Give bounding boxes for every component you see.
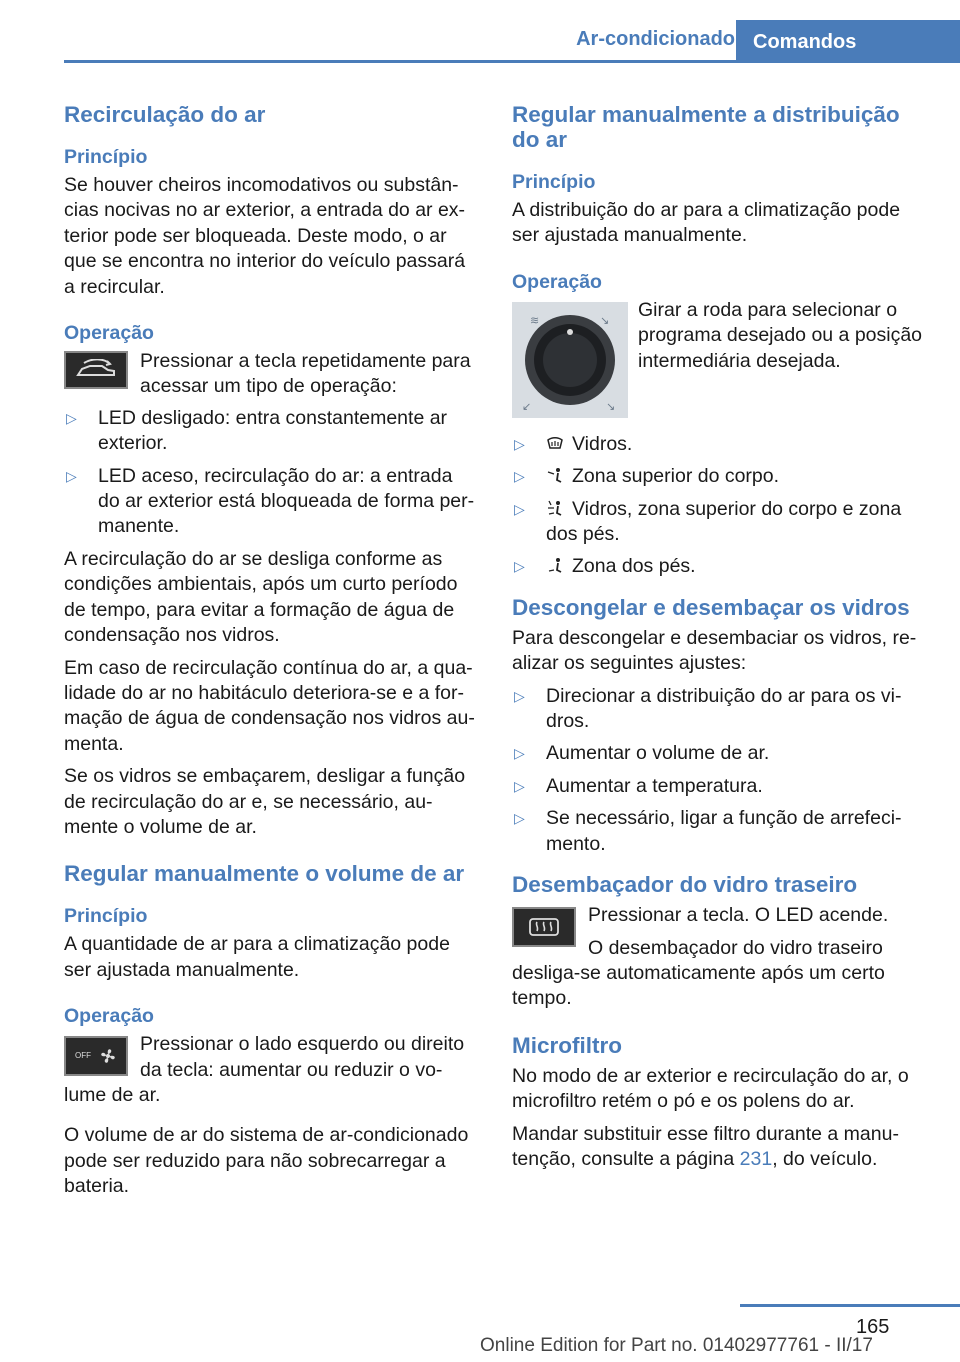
rear-defroster-title: Desembaçador do vidro traseiro xyxy=(512,872,858,898)
recirc-principle-heading: Princípio xyxy=(64,146,148,168)
air-distribution-knob-image xyxy=(512,302,628,418)
volume-operation-heading: Operação xyxy=(64,1005,154,1028)
volume-title: Regular manualmente o volume de ar xyxy=(64,861,465,887)
list-item: ▷ LED desligado: entra constantemente ar exterior. xyxy=(64,406,478,457)
distribution-mode-list xyxy=(512,432,926,580)
fan-button-image xyxy=(64,1036,128,1076)
page-reference-link[interactable]: 231 xyxy=(739,1147,773,1170)
rotary-knob-icon xyxy=(512,302,628,418)
list-item: ▷ LED aceso, recirculação do ar: a entrada do ar exterior está bloqueada de forma per-manente. xyxy=(64,464,478,540)
car-recirculation-icon xyxy=(74,359,118,381)
volume-principle-heading: Princípio xyxy=(64,905,148,928)
feet-icon xyxy=(546,556,564,574)
distribution-operation-heading: Operação xyxy=(512,270,602,293)
recirc-paragraph-1: A recirculação do ar se desliga conforme as condições ambientais, após um curto período de tempo, para evitar a formação de água de condensação nos vidros. xyxy=(64,547,458,647)
svg-text:↘: ↘ xyxy=(600,313,610,327)
microfilter-paragraph-2: Mandar substituir esse filtro durante a manu-tenção, consulte a página 231, do veículo. xyxy=(512,1122,899,1170)
left-column xyxy=(64,102,478,1207)
recirc-principle-text: Se houver cheiros incomodativos ou substân-cias nocivas no ar exterior, a entrada do ar ex-terior pode ser bloqueada. Deste modo, o ar que se encontra no interior do veículo passará a recircular. xyxy=(64,174,466,298)
recirc-mode-list xyxy=(64,406,478,540)
defrost-title: Descongelar e desembaçar os vidros xyxy=(512,594,910,620)
list-item: ▷ Zona dos pés. xyxy=(512,554,926,579)
footer-rule xyxy=(740,1304,960,1307)
distribution-operation-text: Girar a roda para selecionar o programa desejado ou a posição intermediária desejada. xyxy=(638,298,923,372)
windshield-body-feet-icon xyxy=(546,499,564,517)
distribution-title: Regular manualmente a distribuição do ar xyxy=(512,102,900,152)
distribution-operation-row xyxy=(512,298,926,418)
volume-operation-text: Pressionar o lado esquerdo ou direito da tecla: aumentar ou reduzir o vo-lume de ar. xyxy=(64,1033,465,1106)
recirc-operation-row xyxy=(64,349,478,400)
list-item: ▷ Aumentar o volume de ar. xyxy=(512,741,926,766)
list-item: ▷ Se necessário, ligar a função de arrefeci-mento. xyxy=(512,806,926,857)
recirculation-button-image xyxy=(64,351,128,389)
list-item: ▷ Aumentar a temperatura. xyxy=(512,774,926,799)
recirc-paragraph-3: Se os vidros se embaçarem, desligar a função de recirculação do ar e, se necessário, au-mente o volume de ar. xyxy=(64,765,466,838)
header-tab-comandos: Comandos xyxy=(736,20,960,63)
svg-text:≋: ≋ xyxy=(530,313,540,327)
list-item: ▷ Direcionar a distribuição do ar para os vi-dros. xyxy=(512,684,926,735)
list-item: ▷ Vidros. xyxy=(512,432,926,457)
microfilter-title: Microfiltro xyxy=(512,1032,622,1058)
page-number: 165 xyxy=(856,1316,890,1338)
svg-text:↘: ↘ xyxy=(606,399,616,413)
svg-text:↙: ↙ xyxy=(522,399,532,413)
header-section-title: Ar-condicionado xyxy=(576,28,735,50)
right-column xyxy=(512,102,926,1179)
rear-window-heating-icon xyxy=(527,916,561,938)
recirc-paragraph-2: Em caso de recirculação contínua do ar, a qua-lidade do ar no habitáculo deteriora-se e a for-mação de água de condensação nos vidros au-menta. xyxy=(64,656,475,755)
upper-body-icon xyxy=(546,466,564,484)
volume-paragraph-1: O volume de ar do sistema de ar-condicionado pode ser reduzido para não sobrecarregar a bateria. xyxy=(64,1124,469,1198)
windshield-icon xyxy=(546,434,564,452)
defrost-intro: Para descongelar e desembaciar os vidros, re-alizar os seguintes ajustes: xyxy=(512,626,917,675)
list-item: ▷ Vidros, zona superior do corpo e zona dos pés. xyxy=(512,497,926,548)
rear-defroster-button-image xyxy=(512,907,576,947)
distribution-principle-heading: Princípio xyxy=(512,171,596,193)
microfilter-paragraph-1: No modo de ar exterior e recirculação do ar, o microfiltro retém o pó e os polens do ar. xyxy=(512,1064,909,1113)
list-item: ▷ Zona superior do corpo. xyxy=(512,464,926,489)
fan-off-label: OFF xyxy=(75,1051,91,1061)
rear-defroster-paragraph-2: O desembaçador do vidro traseiro desliga-se automaticamente após um certo tempo. xyxy=(512,936,885,1010)
fan-icon xyxy=(99,1047,117,1065)
rear-defroster-paragraph-1: Pressionar a tecla. O LED acende. xyxy=(588,904,889,927)
recirc-operation-text: Pressionar a tecla repetidamente para acessar um tipo de operação: xyxy=(140,350,471,398)
recirc-operation-heading: Operação xyxy=(64,322,154,345)
defrost-steps-list xyxy=(512,684,926,857)
volume-principle-text: A quantidade de ar para a climatização pode ser ajustada manualmente. xyxy=(64,933,450,981)
recirc-title: Recirculação do ar xyxy=(64,102,266,127)
footer-edition: Online Edition for Part no. 01402977761 - II/17 xyxy=(480,1335,873,1356)
distribution-principle-text: A distribuição do ar para a climatização pode ser ajustada manualmente. xyxy=(512,199,901,247)
